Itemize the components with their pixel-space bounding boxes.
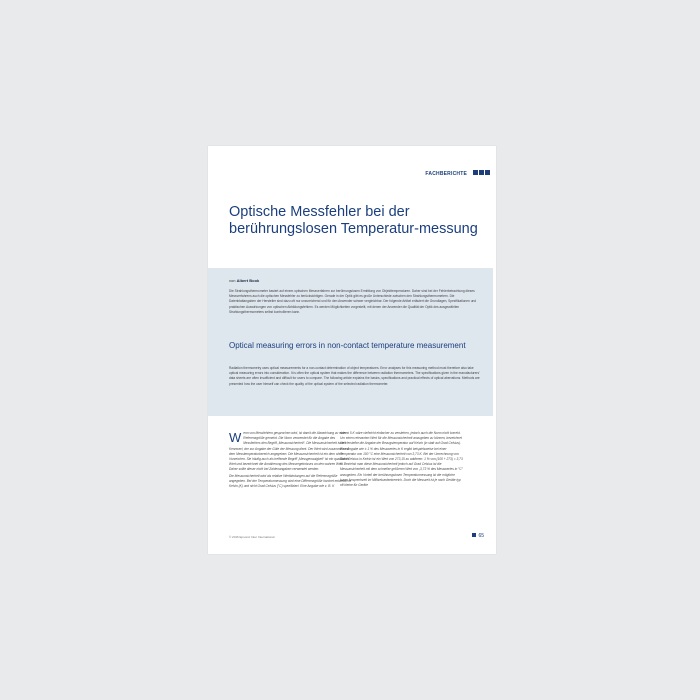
square-icon (479, 170, 484, 175)
square-icon (473, 170, 478, 175)
abstract-english: Radiation thermometry uses optical measurements for a non-contact determination of object temperatures. Error analyses for this measuring method must therefore also take optical measuring errors into consideration. It is often the optical system that makes the difference between radiation thermometers. The specifications given in the manufacturers' data sheets are often insufficient and difficult for users to compare. The following article explains the basics, specifications and practical effects of optical aberrations. Methods are presented how the user himself can check the quality of the optical system of the selected radiation thermometer. (229, 366, 480, 386)
body-column-right (340, 431, 463, 488)
page-number-block (472, 533, 484, 539)
page-footer (229, 533, 484, 541)
footer-copyright: © 2016 Epsonic Inter International (229, 535, 275, 539)
author-prefix: von (229, 278, 236, 283)
section-header (220, 170, 490, 177)
section-label: FACHBERICHTE (425, 170, 467, 177)
body-paragraph: enn von Messfehlern gesprochen wird, ist damit die Abweichung zu einem Referenzgröße gemeint. Die Norm verwendet für die Angabe des Messfehlers den Begriff „Messunsicherheit“. Die Messunsicherheit ist ein Kennwert, der zur Angabe der Güte der Messung dient. Der Wert wird zusammen mit dem Messtemperaturbereich angegeben. Die Messunsicherheit ist ein dem ohne Vorzeichen. Sie häufig auch als treffende Begriff „Messgenauigkeit“ ist ein qualitativer Wert und bezeichnet die Annäherung des Messergebnisses an den wahren Wert. Daher sollte dieser nicht bei Zahlenangaben verwendet werden. (229, 431, 350, 472)
english-title: Optical measuring errors in non-contact temperature measurement (229, 341, 466, 350)
square-icon (472, 533, 476, 537)
author-name: Albert Book (236, 278, 260, 283)
body-paragraph: oder ± 5 K wäre vielleicht einfacher zu verstehen, jedoch auch die Norm nicht korrekt. Um einen relevanten Wert für die Messunsicherheit anzugeben zu können, bezeichnet die Hersteller die Angabe der Bezugstemperatur auf Kelvin (in statt auf Grad Celsius). Eine Angabe wie ± 1 % des Messwertes in K ergibt beispielsweise bei einer Temperatur von 100 °C eine Messunsicherheit von 3,73 K. Bei der Umrechnung von Grad Celsius in Kelvin ist ein Wert von 273,15 zu addieren: 1 % von (100 + 273) = 3,73 K. Beziehst man diese Messunsicherheit jedoch auf Grad Celsius ist die Messunsicherheit mit dem schneller größeren Wert von „3,73 % des Messwertes in °C“ anzugeben. Ein Vorteil der berührungslosen Temperaturmessung ist die mögliche kurze Ansprechzeit im Millisekundenbereich. Doch die Messzeit ist je nach Geräte typ oft kleine für Geräte (340, 431, 463, 488)
body-paragraph: Die Messunsicherheit wird als relative Wertbindungen auf die Referenzgröße angegeben. Bei der Temperaturmessung wird eine Differenzgröße konkret entweder in Kelvin (K) und nicht Grad Celsius (°C) spezifiziert. Eine Angabe wie z. B. K (229, 473, 352, 489)
abstract-german: Die Strahlungsthermometer basiert auf einem optischen Messverfahren zur berührungslosen Ermittlung von Objekttemperaturen. Daher sind bei der Fehlerbetrachtung dieses Messverfahrens auch die optischen Messfehler zu berücksichtigen. Gerade in der Optik gibt es große Unterschiede zwischen den Strahlungsthermometern. Die Datenblattangaben der Hersteller sind dazu oft nur unzureichend und für den Anwender schwer vergleichbar. Der folgende Artikel erläutert die Grundlagen, Spezifikationen und praktischen Auswirkungen von optischen Abbildungsfehlern. Es werden Möglichkeiten vorgestellt, mit denen der Anwender die Qualität der Optik des ausgewählten Strahlungsthermometers selbst kontrollieren kann. (229, 289, 477, 314)
page-number: 65 (478, 533, 484, 539)
drop-cap: W (229, 430, 242, 445)
body-column-left (229, 431, 352, 489)
author-line (229, 278, 479, 283)
square-icon (485, 170, 490, 175)
article-title: Optische Messfehler bei der berührungslosen Temperatur-messung (229, 204, 478, 237)
